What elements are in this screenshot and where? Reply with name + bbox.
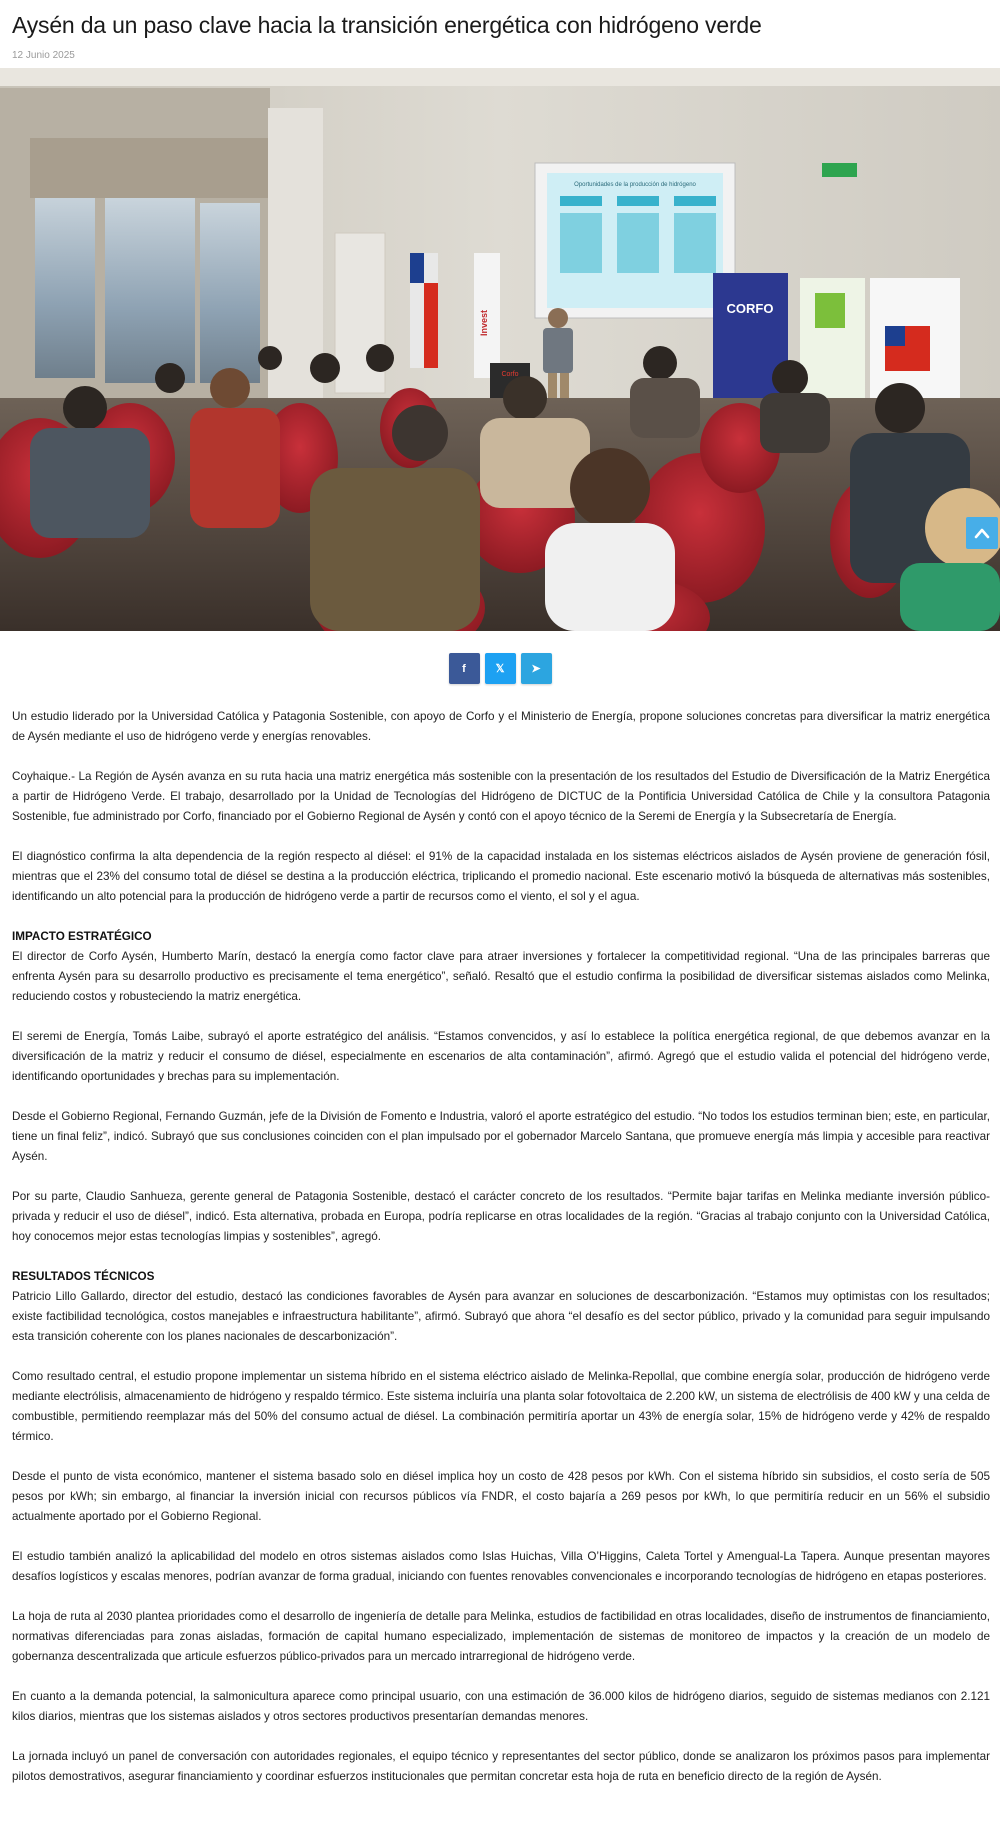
window-left	[35, 193, 95, 378]
telegram-share-button[interactable]	[521, 653, 552, 684]
article-header	[0, 0, 1000, 61]
article-paragraph: El estudio también analizó la aplicabilidad del modelo en otros sistemas aislados como Islas Huichas, Villa O’Higgins, Caleta Tortel y Amengual-La Tapera. Aunque presentan mayores desafíos logísticos y escalas menores, podrían avanzar de forma gradual, iniciando con fuentes renovables convencionales e incorporando tecnologías de hidrógeno en etapas posteriores.	[12, 1550, 990, 1583]
exit-sign	[822, 163, 857, 177]
conference-room-photo	[0, 68, 1000, 631]
article-paragraph: Por su parte, Claudio Sanhueza, gerente general de Patagonia Sostenible, destacó el carácter concreto de los resultados. “Permite bajar tarifas en Melinka mediante inversión público-privada y reducir el uso de diésel”, indicó. Esta alternativa, probada en Europa, podría replicarse en otras localidades de la región. “Gracias al trabajo conjunto con la Universidad Católica, hoy conocemos mejor estas tecnologías limpias y sostenibles”, agregó.	[12, 1190, 990, 1243]
article-date: 12 Junio 2025	[12, 50, 75, 62]
speaker-torso	[543, 328, 573, 373]
slide-heading: Oportunidades de la producción de hidrógeno	[574, 182, 696, 188]
corfo-banner-text: CORFO	[726, 301, 774, 316]
article-paragraph: En cuanto a la demanda potencial, la salmonicultura aparece como principal usuario, con una estimación de 36.000 kilos de hidrógeno diarios, seguido de sistemas medianos con 2.121 kilos diarios, mientras que los sistemas aislados y otros sectores productivos presentarían demandas menores.	[12, 1690, 990, 1723]
speaker-head	[548, 308, 568, 328]
article-paragraph: El seremi de Energía, Tomás Laibe, subrayó el aporte estratégico del análisis. “Estamos convencidos, y así lo establece la política energética regional, de que debemos avanzar en la diversificación de la matriz y reducir el consumo de diésel, especialmente en escenarios de alta contaminación”, afirmó. Agregó que el estudio valida el potencial del hidrógeno verde, identificando oportunidades y brechas para su implementación.	[12, 1030, 990, 1083]
section-heading-resultados: RESULTADOS TÉCNICOS	[12, 1270, 155, 1283]
article-paragraph: Coyhaique.- La Región de Aysén avanza en su ruta hacia una matriz energética más sostenible con la presentación de los resultados del Estudio de Diversificación de la Matriz Energética a partir de Hidrógeno Verde. El trabajo, desarrollado por la Unidad de Tecnologías del Hidrógeno de DICTUC de la Pontificia Universidad Católica de Chile y la consultora Patagonia Sostenible, fue administrado por Corfo, financiado por el Gobierno Regional de Aysén y contó con el apoyo técnico de la Seremi de Energía y la Subsecretaría de Energía.	[12, 770, 990, 823]
article-paragraph: Patricio Lillo Gallardo, director del estudio, destacó las condiciones favorables de Aysén para avanzar en soluciones de descarbonización. “Estamos muy optimistas con los resultados; existe factibilidad tecnológica, costos manejables e infraestructura habilitante”, afirmó. Subrayó que ahora “el desafío es del sector público, privado y la comunidad para seguir impulsando esta transición coherente con los planes nacionales de descarbonización”.	[12, 1290, 990, 1343]
article-title: Aysén da un paso clave hacia la transición energética con hidrógeno verde	[12, 12, 762, 38]
telegram-icon: ➤	[531, 663, 541, 675]
ceiling	[0, 68, 1000, 86]
facebook-icon: f	[462, 662, 466, 675]
article-paragraph: La jornada incluyó un panel de conversación con autoridades regionales, el equipo técnico y representantes del sector público, donde se analizaron los próximos pasos para implementar pilotos demostrativos, asegurar financiamiento y coordinar esfuerzos institucionales que permitan concretar esta hoja de ruta en beneficio directo de la región de Aysén.	[12, 1750, 990, 1783]
article-paragraph: Como resultado central, el estudio propone implementar un sistema híbrido en el sistema eléctrico aislado de Melinka-Repollal, que combine energía solar, producción de hidrógeno verde mediante electrólisis, almacenamiento de hidrógeno y respaldo térmico. Este sistema incluiría una planta solar fotovoltaica de 2.200 kW, un sistema de electrólisis de 400 kW y una celda de combustible, permitiendo reemplazar más del 50% del consumo actual de diésel. La combinación permitiría aportar un 43% de energía solar, 15% de hidrógeno verde y 42% de respaldo térmico.	[12, 1370, 990, 1443]
x-share-button[interactable]	[485, 653, 516, 684]
podium-text: Corfo	[501, 371, 519, 378]
window-center	[105, 198, 195, 383]
flag-invest-text: Invest	[479, 309, 489, 337]
article-paragraph: Desde el punto de vista económico, mantener el sistema basado solo en diésel implica hoy un costo de 428 pesos por kWh. Con el sistema híbrido sin subsidios, el costo sería de 505 pesos por kWh; sin embargo, al financiar la inversión inicial con recursos públicos vía FNDR, el costo bajaría a 269 pesos por kWh, lo que permitiría reducir en un 56% el subsidio actualmente aportado por el Gobierno Regional.	[12, 1470, 990, 1523]
section-heading-impacto: IMPACTO ESTRATÉGICO	[12, 930, 152, 943]
window-blind	[30, 138, 270, 198]
facebook-share-button[interactable]	[449, 653, 480, 684]
article-paragraph: La hoja de ruta al 2030 plantea prioridades como el desarrollo de ingeniería de detalle para Melinka, estudios de factibilidad en otras localidades, diseño de instrumentos de financiamiento, normativas diferenciadas para zonas aisladas, formación de capital humano especializado, implementación de sistemas de monitoreo de impactos y la creación de un modelo de gobernanza descentralizada que articule esfuerzos público-privados para un mercado intrarregional de hidrógeno verde.	[12, 1610, 990, 1663]
article-lead: Un estudio liderado por la Universidad Católica y Patagonia Sostenible, con apoyo de Corfo y el Ministerio de Energía, propone soluciones concretas para diversificar la matriz energética de Aysén mediante el uso de hidrógeno verde y energías renovables.	[12, 710, 990, 743]
hero-photo	[0, 68, 1000, 631]
article-paragraph: Desde el Gobierno Regional, Fernando Guzmán, jefe de la División de Fomento e Industria, valoró el aporte estratégico del estudio. “No todos los estudios terminan bien; este, en particular, tiene un final feliz”, indicó. Subrayó que sus conclusiones coinciden con el plan impulsado por el gobernador Marcelo Santana, que promueve energía más limpia y accesible para reactivar Aysén.	[12, 1110, 990, 1163]
x-icon: 𝕏	[495, 663, 505, 675]
window-right	[200, 203, 260, 383]
scroll-to-top-button[interactable]	[966, 517, 998, 549]
share-bar	[0, 653, 1000, 684]
article-body	[12, 707, 990, 1807]
chevron-up-icon	[974, 527, 990, 539]
article-paragraph: El director de Corfo Aysén, Humberto Marín, destacó la energía como factor clave para atraer inversiones y fortalecer la competitividad regional. “Una de las principales barreras que enfrenta Aysén para su desarrollo productivo es precisamente el tema energético”, señaló. Resaltó que el estudio confirma la posibilidad de diversificar sistemas aislados como Melinka, reduciendo costos y robusteciendo la matriz energética.	[12, 950, 990, 1003]
article-paragraph: El diagnóstico confirma la alta dependencia de la región respecto al diésel: el 91% de la capacidad instalada en los sistemas eléctricos aislados de Aysén proviene de generación fósil, mientras que el 23% del consumo total de diésel se destina a la producción eléctrica, triplicando el promedio nacional. Este escenario motivó la búsqueda de alternativas más sostenibles, identificando un alto potencial para la producción de hidrógeno verde a partir de recursos como el viento, el sol y el agua.	[12, 850, 990, 903]
